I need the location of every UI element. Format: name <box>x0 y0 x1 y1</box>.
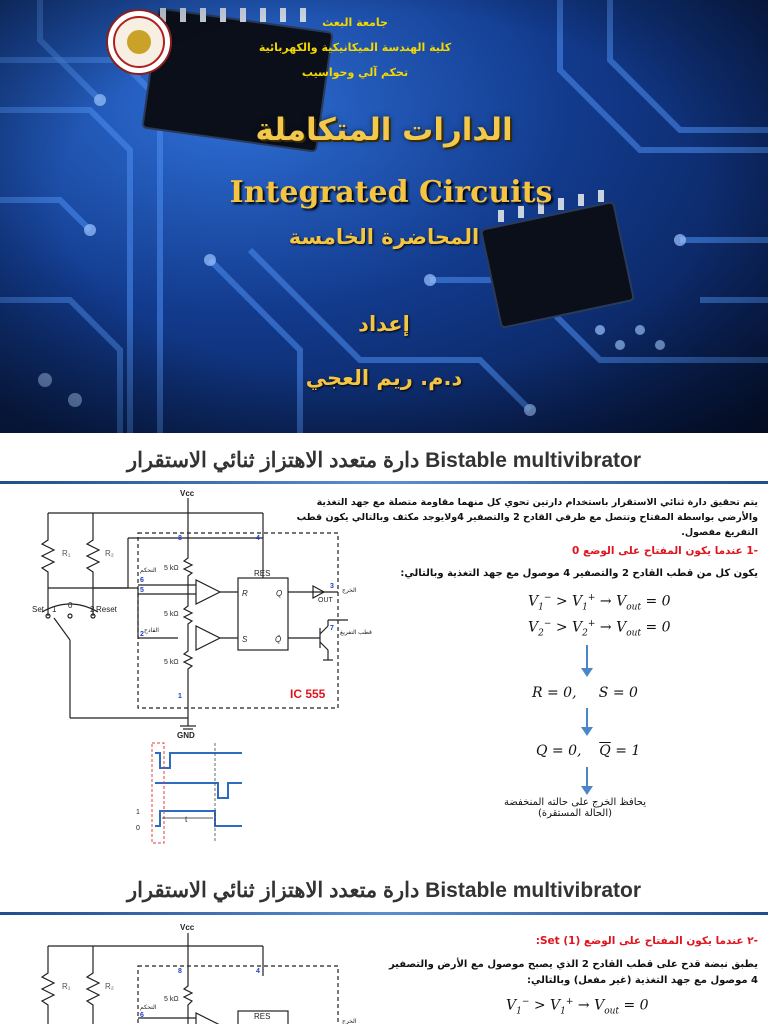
pin-5: 5 <box>140 587 144 594</box>
gnd-label: GND <box>177 731 195 740</box>
divider-resistor-label: 5 kΩ <box>164 996 179 1003</box>
down-arrow-3 <box>586 767 588 793</box>
r2-label: R₂ <box>105 982 114 991</box>
discharge-label: قطب التفريغ <box>340 630 372 636</box>
flipflop-res-label: RES <box>254 1012 271 1021</box>
faculty-name: كلية الهندسة الميكانيكية والكهربائية <box>258 41 452 54</box>
trigger-label: القادح <box>144 628 159 634</box>
equation-rs-inputs: R = 0, S = 0 <box>532 685 638 701</box>
flipflop-r-input: R <box>242 589 248 598</box>
pin-3: 3 <box>330 583 334 590</box>
timing-diagram <box>130 738 245 843</box>
reset-label: Reset <box>96 605 117 614</box>
timing-level-one: 1 <box>136 809 140 816</box>
pin-2: 2 <box>140 631 144 638</box>
equation-comparator-1: $V_1^- > V_1^+ \to V_{out} = 0$ <box>528 593 671 613</box>
pin-8: 8 <box>178 968 182 975</box>
equation-outputs: Q = 0, $\overline{Q} = 1$ <box>536 743 641 759</box>
output-label: الخرج <box>342 588 357 594</box>
equation-comparator-1: $V_1^- > V_1^+ \to V_{out} = 0$ <box>506 997 649 1017</box>
pin-4: 4 <box>256 968 260 975</box>
case-1-description: يطبق نبضة قدح على قطب القادح 2 الذي يصبح موصول مع الأرض والتصفير 4 موصول مع جهد التغذية (غير مفعل) وبالتالي: <box>388 959 758 986</box>
university-logo <box>106 9 172 75</box>
r1-label: R₁ <box>62 982 71 991</box>
vcc-label: Vcc <box>180 923 195 932</box>
down-arrow-1 <box>586 645 588 675</box>
cover-slide <box>0 0 768 433</box>
flipflop-q-output: Q <box>276 589 283 598</box>
lecture-number: المحاضرة الخامسة <box>288 225 480 249</box>
pin-4: 4 <box>256 535 260 542</box>
flipflop-res-label: RES <box>254 569 271 578</box>
result-line-2: (الحالة المستقرة) <box>537 808 613 819</box>
set-label: Set <box>32 605 45 614</box>
control-label: التحكم <box>140 568 157 574</box>
title-underline <box>0 481 768 484</box>
switch-position-2: 2 <box>90 605 95 614</box>
r1-label: R₁ <box>62 549 71 558</box>
pin-8: 8 <box>178 535 182 542</box>
pin-7: 7 <box>330 625 334 632</box>
output-label: الخرج <box>342 1019 357 1024</box>
divider-resistor-bottom-label: 5 kΩ <box>164 659 179 666</box>
equation-comparator-2: $V_2^- > V_2^+ \to V_{out} = 0$ <box>528 619 671 639</box>
case-1-heading: -٢ عندما يكون المفتاح على الوضع (1) Set: <box>535 935 758 947</box>
switch-position-1: 1 <box>52 605 57 614</box>
down-arrow-2 <box>586 708 588 734</box>
intro-paragraph: يتم تحقيق دارة ثنائي الاستقرار باستخدام دارتين تحوي كل منهما مقاومة متصلة مع جهد التغذية والأرضي بواسطة المفتاح وتتصل مع طرفي القادح 2 والتصفير 4ولايوجد مكثف وبالتالي يكون قطب التفريغ مفصول. <box>296 497 758 538</box>
department-name: تحكم آلي وحواسيب <box>301 66 409 79</box>
pin-6: 6 <box>140 1012 144 1019</box>
switch-position-0: 0 <box>68 601 73 610</box>
pin-6: 6 <box>140 577 144 584</box>
result-line-1: يحافظ الخرج على حالته المنخفضة <box>504 797 646 808</box>
course-title-english: Integrated Circuits <box>229 175 553 210</box>
author-name: د.م. ريم العجي <box>305 366 463 390</box>
result-text <box>480 797 670 819</box>
course-title-arabic: الدارات المتكاملة <box>255 112 513 148</box>
slide-bistable-case-0 <box>0 433 768 869</box>
university-name: جامعة البعث <box>322 16 388 29</box>
divider-resistor-mid-label: 5 kΩ <box>164 611 179 618</box>
ic555-bistable-circuit-partial <box>28 921 368 1024</box>
title-underline <box>0 912 768 915</box>
divider-resistor-top-label: 5 kΩ <box>164 565 179 572</box>
ic-label: IC 555 <box>290 687 326 701</box>
r2-label: R₂ <box>105 549 114 558</box>
case-0-heading: -1 عندما يكون المفتاح على الوضع 0 <box>572 545 758 557</box>
timing-pulse-width-label: t <box>185 815 188 824</box>
case-0-description: يكون كل من قطب القادح 2 والتصفير 4 موصول مع جهد التغذية وبالتالي: <box>400 568 758 579</box>
timing-level-zero: 0 <box>136 825 140 832</box>
control-label: التحكم <box>140 1005 157 1011</box>
output-pin-label: OUT <box>318 597 333 604</box>
pin-1: 1 <box>178 693 182 700</box>
prepared-by-label: إعداد <box>358 312 410 336</box>
slide-bistable-case-1 <box>0 869 768 1024</box>
flipflop-qbar-output: Q̄ <box>275 635 282 644</box>
flipflop-s-input: S <box>242 635 248 644</box>
vcc-label: Vcc <box>180 489 195 498</box>
slide-title: دارة متعدد الاهتزاز ثنائي الاستقرار Bistable multivibrator <box>126 879 642 902</box>
slide-title: دارة متعدد الاهتزاز ثنائي الاستقرار Bistable multivibrator <box>126 449 642 472</box>
